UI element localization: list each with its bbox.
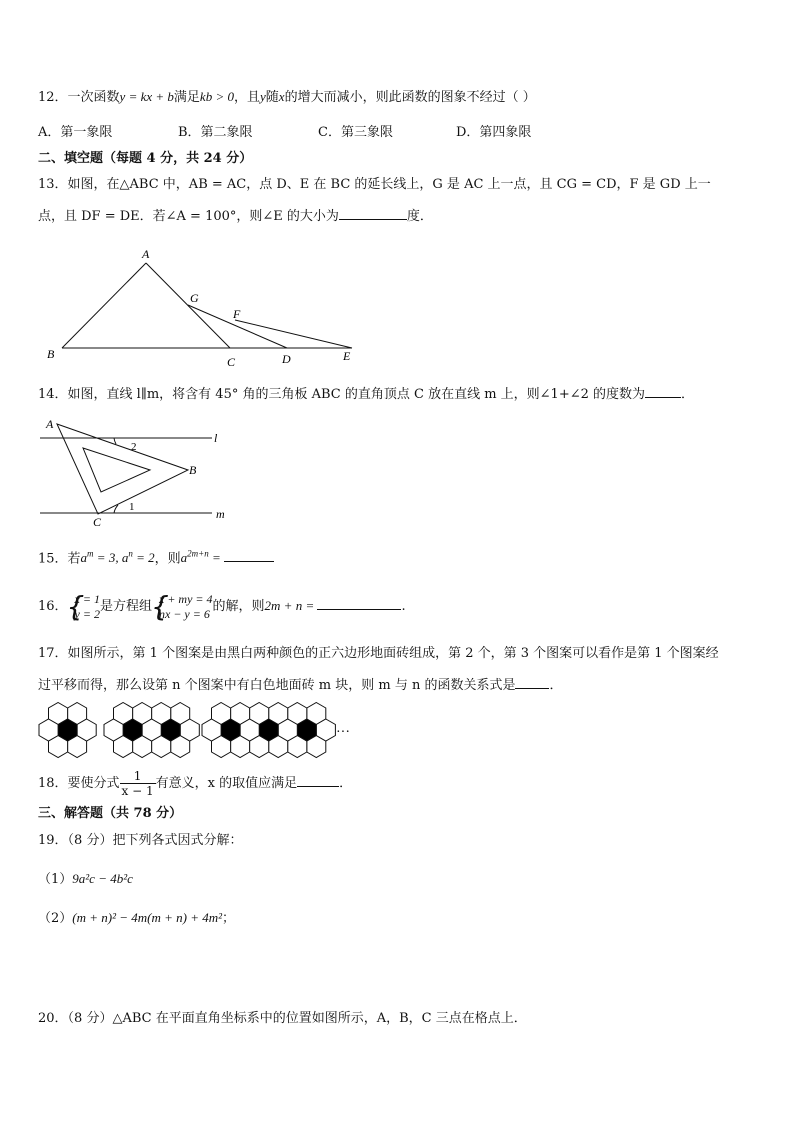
q12-text-b: 满足 xyxy=(173,90,200,105)
q12-stem xyxy=(38,88,536,107)
label-a: A xyxy=(142,247,150,261)
q17-text-b: ． xyxy=(549,678,563,693)
white-hex-tile xyxy=(39,719,58,741)
q20-stem: 20．（8 分）△ABC 在平面直角坐标系中的位置如图所示，A，B，C 三点在格点上． xyxy=(38,1011,527,1026)
black-hex-tile xyxy=(221,719,240,741)
white-hex-tile xyxy=(316,719,335,741)
q12-text-e: 的增大而减小，则此函数的图象不经过（ ） xyxy=(284,90,536,105)
q18-stem xyxy=(38,766,352,802)
q19-part1-label: （1） xyxy=(38,872,73,887)
q13-figure xyxy=(40,245,370,370)
q12-x: x xyxy=(278,89,285,104)
q15-sup-2mn: 2m+n xyxy=(187,549,209,559)
q18-answer-blank[interactable] xyxy=(297,774,339,787)
q12-option-c[interactable]: C．第三象限 xyxy=(318,125,393,140)
q17-hexagon-figure xyxy=(38,702,368,760)
q16-eq-2: nx − y = 6 xyxy=(159,606,210,621)
q19-part2-expr: (m + n)² − 4m(m + n) + 4m² xyxy=(72,910,223,925)
q19-part2-end: ； xyxy=(222,911,236,926)
q13-text-a: 点，且 DF = DE．若∠A = 100°，则∠E 的大小为 xyxy=(38,209,339,224)
q15-answer-blank[interactable] xyxy=(224,549,274,562)
q13-answer-blank[interactable] xyxy=(339,207,407,220)
label-2: 2 xyxy=(131,441,137,453)
q12-options xyxy=(38,124,531,142)
label-c: C xyxy=(93,515,102,529)
q18-text-c: ． xyxy=(339,776,353,791)
black-hex-tile xyxy=(297,719,316,741)
q16-solution xyxy=(68,592,100,622)
section2-title: 二、填空题（每题 4 分，共 24 分） xyxy=(38,151,253,166)
q12-option-d[interactable]: D．第四象限 xyxy=(456,125,532,140)
q14-figure xyxy=(38,414,238,530)
q17-text-a: 过平移而得，那么设第 n 个图案中有白色地面砖 m 块，则 m 与 n 的函数关系式是 xyxy=(38,678,516,693)
q16-eq-1: { x + my = 4 xyxy=(159,591,213,606)
label-e: E xyxy=(343,349,351,363)
q18-fraction xyxy=(120,769,156,798)
q13-text-b: 度． xyxy=(406,209,433,224)
white-hex-tile xyxy=(240,719,259,741)
q15-a: a xyxy=(80,550,88,566)
q17-line1: 17．如图所示，第 1 个图案是由黑白两种颜色的正六边形地面砖组成，第 2 个，第 3 个图案可以看作是第 1 个图案经 xyxy=(38,646,719,661)
q15-eq1: = 3, a xyxy=(93,550,129,566)
q15-target xyxy=(181,550,224,565)
q19-part2-label: （2） xyxy=(38,911,73,926)
q16-sol-x: { x = 1 xyxy=(74,591,100,606)
q16-number: 16． xyxy=(38,599,68,614)
q15-sup-m: m xyxy=(87,549,94,559)
q16-end: . xyxy=(401,599,406,614)
ellipsis: ··· xyxy=(336,725,350,740)
q15-condition xyxy=(81,550,155,565)
white-hex-tile xyxy=(278,719,297,741)
white-hex-tile xyxy=(202,719,221,741)
angle-2-arc xyxy=(114,438,116,444)
black-hex-tile xyxy=(123,719,142,741)
q12-text-d: 随 xyxy=(265,90,279,105)
black-hex-tile xyxy=(259,719,278,741)
q14-stem xyxy=(38,385,694,404)
q16-sol-y: y = 2 xyxy=(74,606,100,621)
triangle-inner xyxy=(83,448,150,492)
white-hex-tile xyxy=(180,719,199,741)
segment-fe xyxy=(235,320,352,348)
q18-numerator: 1 xyxy=(120,769,156,784)
q14-text-a: 14．如图，直线 l∥m，将含有 45° 角的三角板 ABC 的直角顶点 C 放在直线 m 上，则∠1+∠2 的度数为 xyxy=(38,387,646,402)
section3-title: 三、解答题（共 78 分） xyxy=(38,806,183,821)
q12-func: y = kx + b xyxy=(119,89,174,104)
q15-a2: a xyxy=(180,550,188,566)
label-b: B xyxy=(189,463,197,477)
q13-line2 xyxy=(38,207,433,226)
label-c: C xyxy=(227,355,236,369)
q14-text-b: ． xyxy=(681,387,695,402)
q19-part1 xyxy=(38,870,133,889)
q15-text-b: ，则 xyxy=(154,551,181,567)
q13-line1: 13．如图，在△ABC 中，AB = AC，点 D、E 在 BC 的延长线上，G 是 AC 上一点，且 CG = CD，F 是 GD 上一 xyxy=(38,177,711,192)
label-f: F xyxy=(233,307,241,321)
label-1: 1 xyxy=(129,501,135,513)
q17-line2 xyxy=(38,676,562,695)
black-hex-tile xyxy=(161,719,180,741)
q16-expr: 2m + n = xyxy=(264,598,318,613)
q18-text-a: 18．要使分式 xyxy=(38,776,120,791)
label-d: D xyxy=(282,352,291,366)
white-hex-tile xyxy=(142,719,161,741)
q15-stem xyxy=(38,545,274,568)
white-hex-tile xyxy=(104,719,123,741)
q12-y: y xyxy=(259,89,266,104)
q17-answer-blank[interactable] xyxy=(515,676,549,689)
q19-part1-expr: 9a²c − 4b²c xyxy=(72,871,133,886)
q16-text-mid: 是方程组 xyxy=(99,599,152,614)
q12-option-a[interactable]: A．第一象限 xyxy=(38,125,113,140)
segment-ab xyxy=(62,263,146,348)
q12-option-b[interactable]: B．第二象限 xyxy=(178,125,253,140)
q18-denominator: x − 1 xyxy=(121,784,154,798)
q15-eq3: = xyxy=(208,550,224,566)
q15-sup-n: n xyxy=(128,549,133,559)
q15-eq2: = 2 xyxy=(132,550,155,566)
q12-text-a: 12．一次函数 xyxy=(38,90,120,105)
q16-answer-blank[interactable] xyxy=(317,597,401,610)
q12-text-c: ，且 xyxy=(233,90,260,105)
white-hex-tile xyxy=(77,719,96,741)
q19-stem: 19．（8 分）把下列各式因式分解： xyxy=(38,833,243,848)
label-b: B xyxy=(47,347,55,361)
q15-text-a: 15．若 xyxy=(38,551,81,567)
q16-system xyxy=(152,592,213,622)
label-m: m xyxy=(216,507,225,521)
q19-part2 xyxy=(38,909,235,928)
q14-answer-blank[interactable] xyxy=(645,385,681,398)
label-g: G xyxy=(190,291,199,305)
black-hex-tile xyxy=(58,719,77,741)
q12-cond: kb > 0 xyxy=(199,89,234,104)
q16-text-tail: 的解，则 xyxy=(212,599,265,614)
q18-text-b: 有意义，x 的取值应满足 xyxy=(155,776,298,791)
q16-stem xyxy=(38,589,406,624)
label-a: A xyxy=(46,417,54,431)
label-l: l xyxy=(214,431,218,445)
